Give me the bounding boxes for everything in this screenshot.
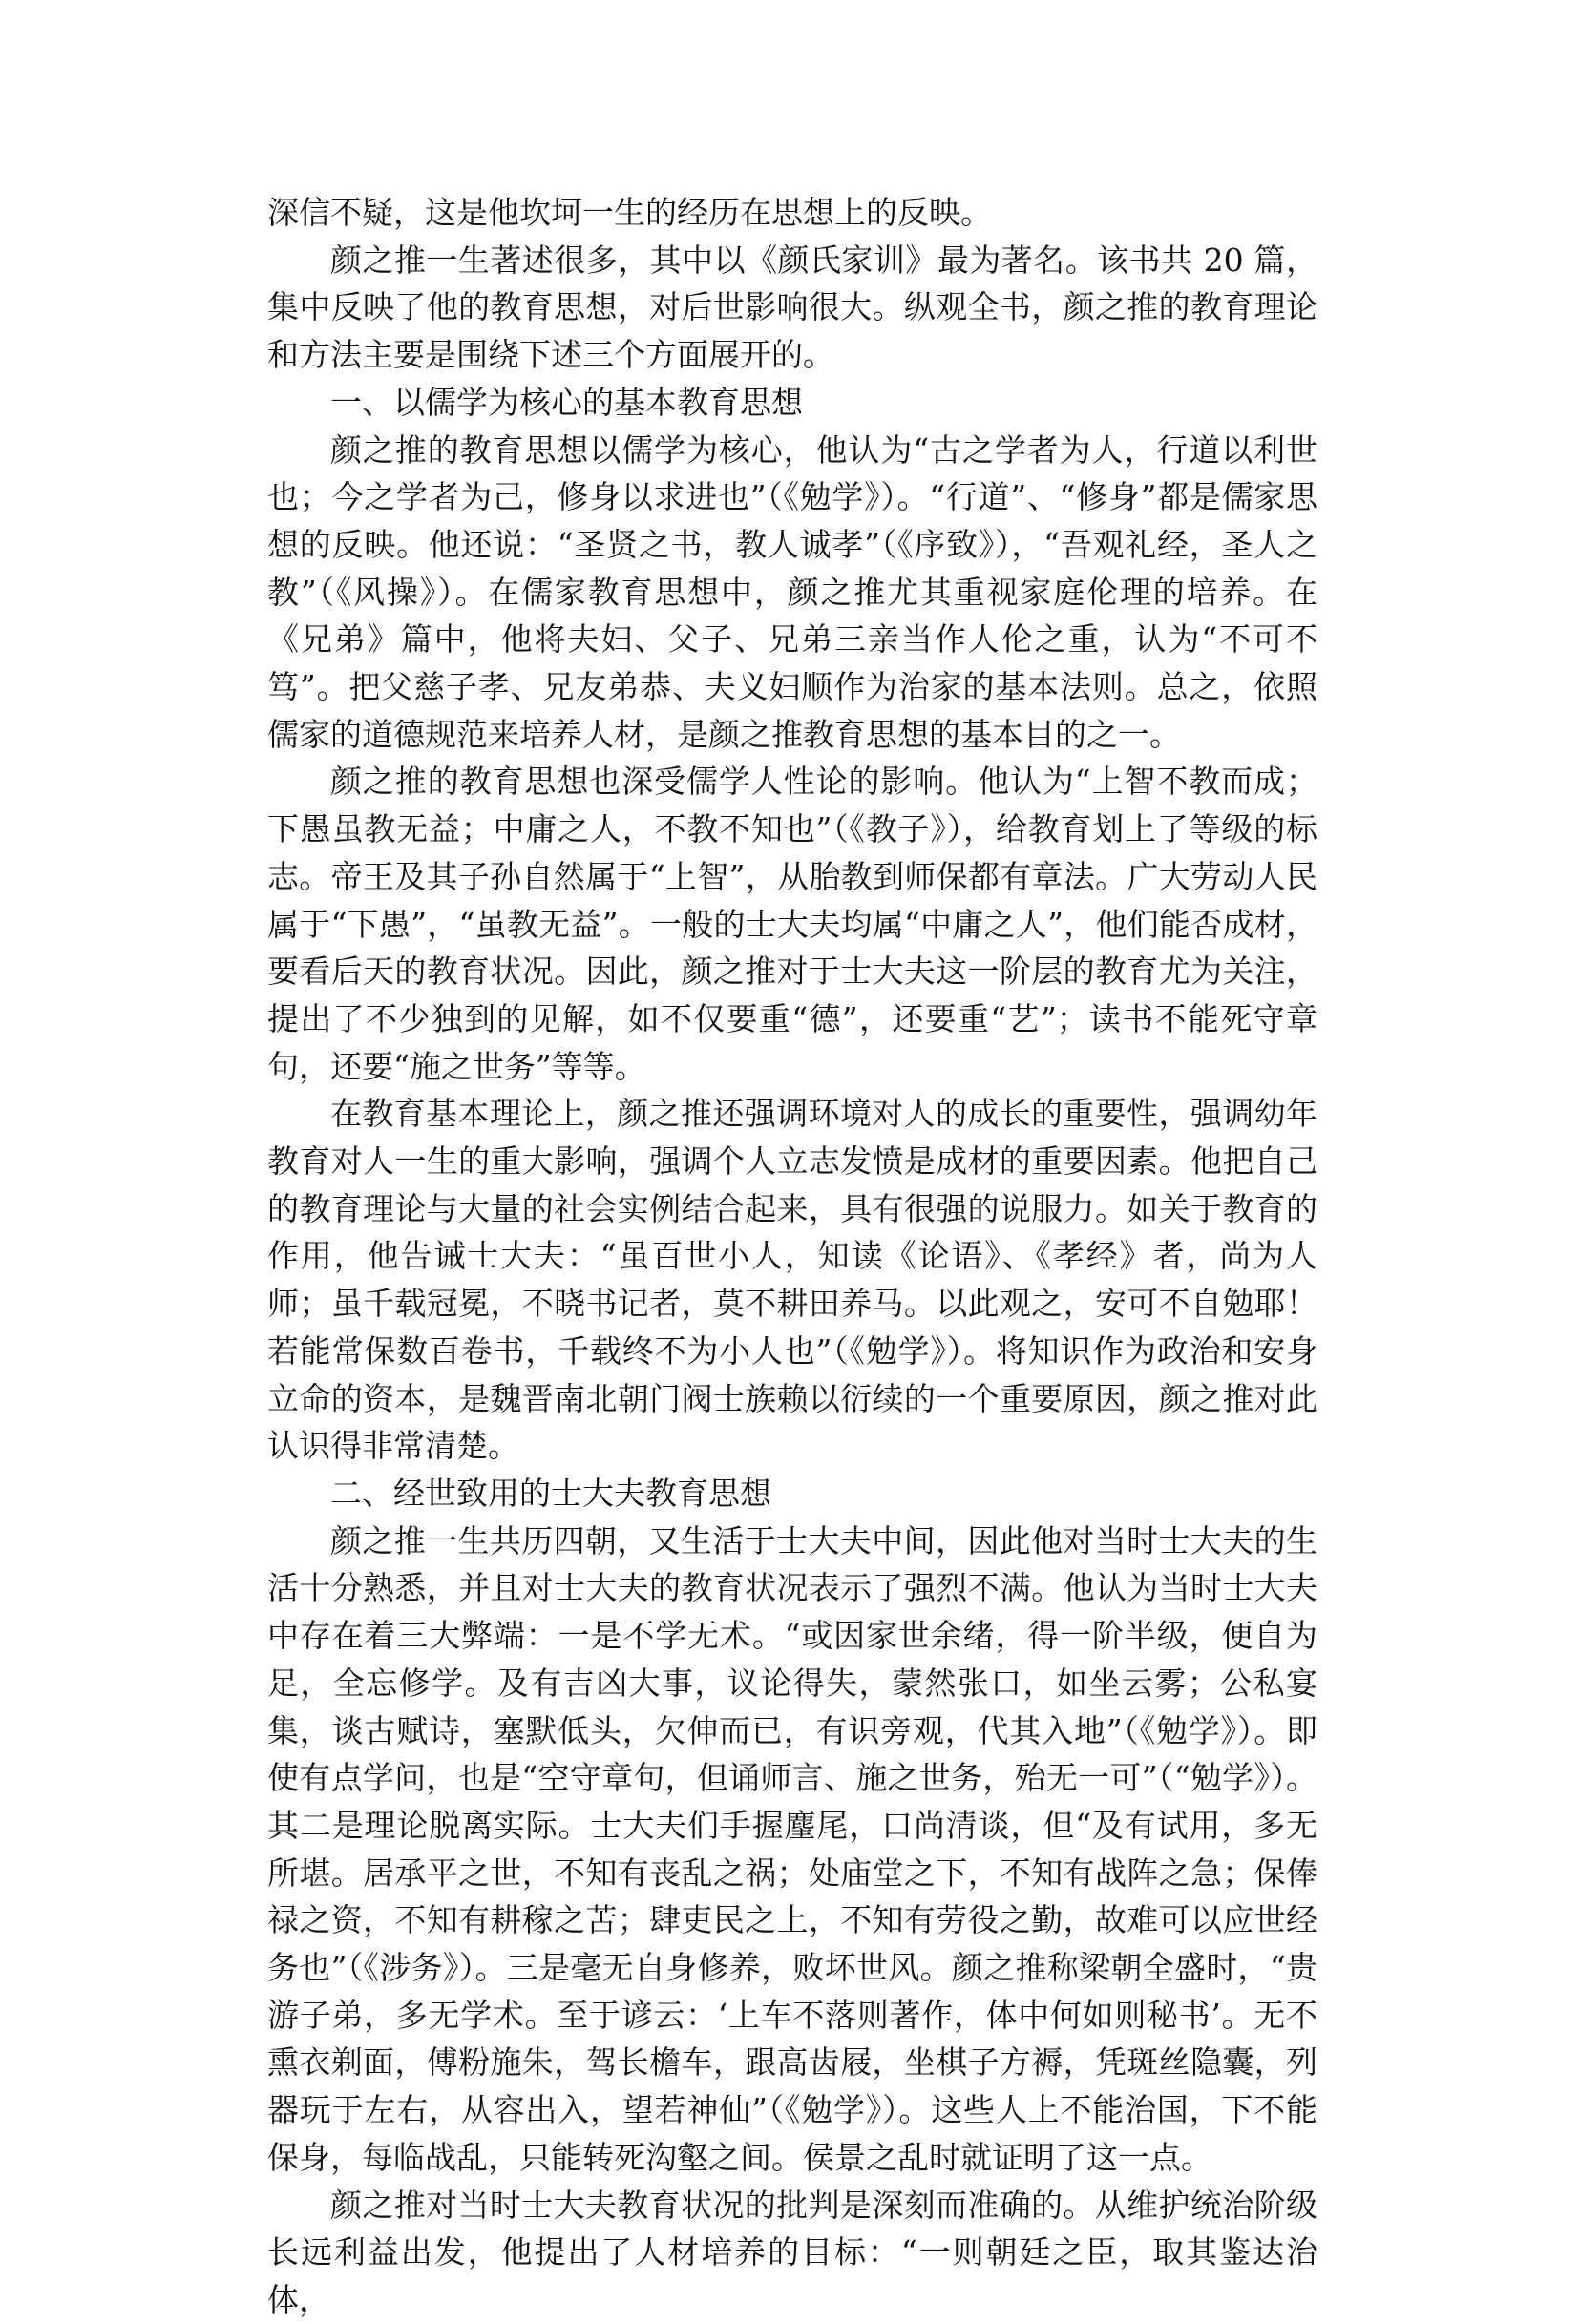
section-heading: 一、以儒学为核心的基本教育思想 bbox=[330, 383, 803, 421]
paragraph: 颜之推一生著述很多，其中以《颜氏家训》最为著名。该书共 20 篇，集中反映了他的教育思想，对后世影响很大。纵观全书，颜之推的教育理论和方法主要是围绕下述三个方面展开的。 bbox=[267, 241, 1317, 374]
paragraph: 颜之推对当时士大夫教育状况的批判是深刻而准确的。从维护统治阶级长远利益出发，他提出了人材培养的目标：“一则朝廷之臣，取其鉴达治体， bbox=[267, 2186, 1317, 2318]
paragraph: 颜之推的教育思想也深受儒学人性论的影响。他认为“上智不教而成；下愚虽教无益；中庸之人，不教不知也”（《教子》），给教育划上了等级的标志。帝王及其子孙自然属于“上智”，从胎教到师保都有章法。广大劳动人民属于“下愚”，“虽教无益”。一般的士大夫均属“中庸之人”，他们能否成材，要看后天的教育状况。因此，颜之推对于士大夫这一阶层的教育尤为关注，提出了不少独到的见解，如不仅要重“德”，还要重“艺”；读书不能死守章句，还要“施之世务”等等。 bbox=[267, 763, 1317, 1085]
document-body bbox=[267, 189, 1317, 2324]
paragraph: 在教育基本理论上，颜之推还强调环境对人的成长的重要性，强调幼年教育对人一生的重大影响，强调个人立志发愤是成材的重要因素。他把自己的教育理论与大量的社会实例结合起来，具有很强的说服力。如关于教育的作用，他告诫士大夫：“虽百世小人，知读《论语》、《孝经》者，尚为人师；虽千载冠冕，不晓书记者，莫不耕田养马。以此观之，安可不自勉耶！若能常保数百卷书，千载终不为小人也”（《勉学》）。将知识作为政治和安身立命的资本，是魏晋南北朝门阀士族赖以衍续的一个重要原因，颜之推对此认识得非常清楚。 bbox=[267, 1095, 1317, 1465]
paragraph: 颜之推一生共历四朝，又生活于士大夫中间，因此他对当时士大夫的生活十分熟悉，并且对士大夫的教育状况表示了强烈不满。他认为当时士大夫中存在着三大弊端：一是不学无术。“或因家世余绪，得一阶半级，便自为足，全忘修学。及有吉凶大事，议论得失，蒙然张口，如坐云雾；公私宴集，谈古赋诗，塞默低头，欠伸而已，有识旁观，代其入地”（《勉学》）。即使有点学问，也是“空守章句，但诵师言、施之世务，殆无一可”（“勉学》）。其二是理论脱离实际。士大夫们手握麈尾，口尚清谈，但“及有试用，多无所堪。居承平之世，不知有丧乱之祸；处庙堂之下，不知有战阵之急；保俸禄之资，不知有耕稼之苦；肆吏民之上，不知有劳役之勤，故难可以应世经务也”（《涉务》）。三是毫无自身修养，败坏世风。颜之推称梁朝全盛时，“贵游子弟，多无学术。至于谚云：‘上车不落则著作，体中何如则秘书’。无不熏衣剃面，傅粉施朱，驾长檐车，跟高齿屐，坐棋子方褥，凭斑丝隐囊，列器玩于左右，从容出入，望若神仙”（《勉学》）。这些人上不能治国，下不能保身，每临战乱，只能转死沟壑之间。侯景之乱时就证明了这一点。 bbox=[267, 1521, 1317, 2176]
section-heading: 二、经世致用的士大夫教育思想 bbox=[330, 1474, 771, 1512]
paragraph: 颜之推的教育思想以儒学为核心，他认为“古之学者为人，行道以利世也；今之学者为己，修身以求进也”（《勉学》）。“行道”、“修身”都是儒家思想的反映。他还说：“圣贤之书，教人诚孝”（《序致》），“吾观礼经，圣人之教”（《风操》）。在儒家教育思想中，颜之推尤其重视家庭伦理的培养。在《兄弟》篇中，他将夫妇、父子、兄弟三亲当作人伦之重，认为“不可不笃”。把父慈子孝、兄友弟恭、夫义妇顺作为治家的基本法则。总之，依照儒家的道德规范来培养人材，是颜之推教育思想的基本目的之一。 bbox=[267, 430, 1317, 753]
paragraph: 深信不疑，这是他坎坷一生的经历在思想上的反映。 bbox=[267, 194, 992, 231]
